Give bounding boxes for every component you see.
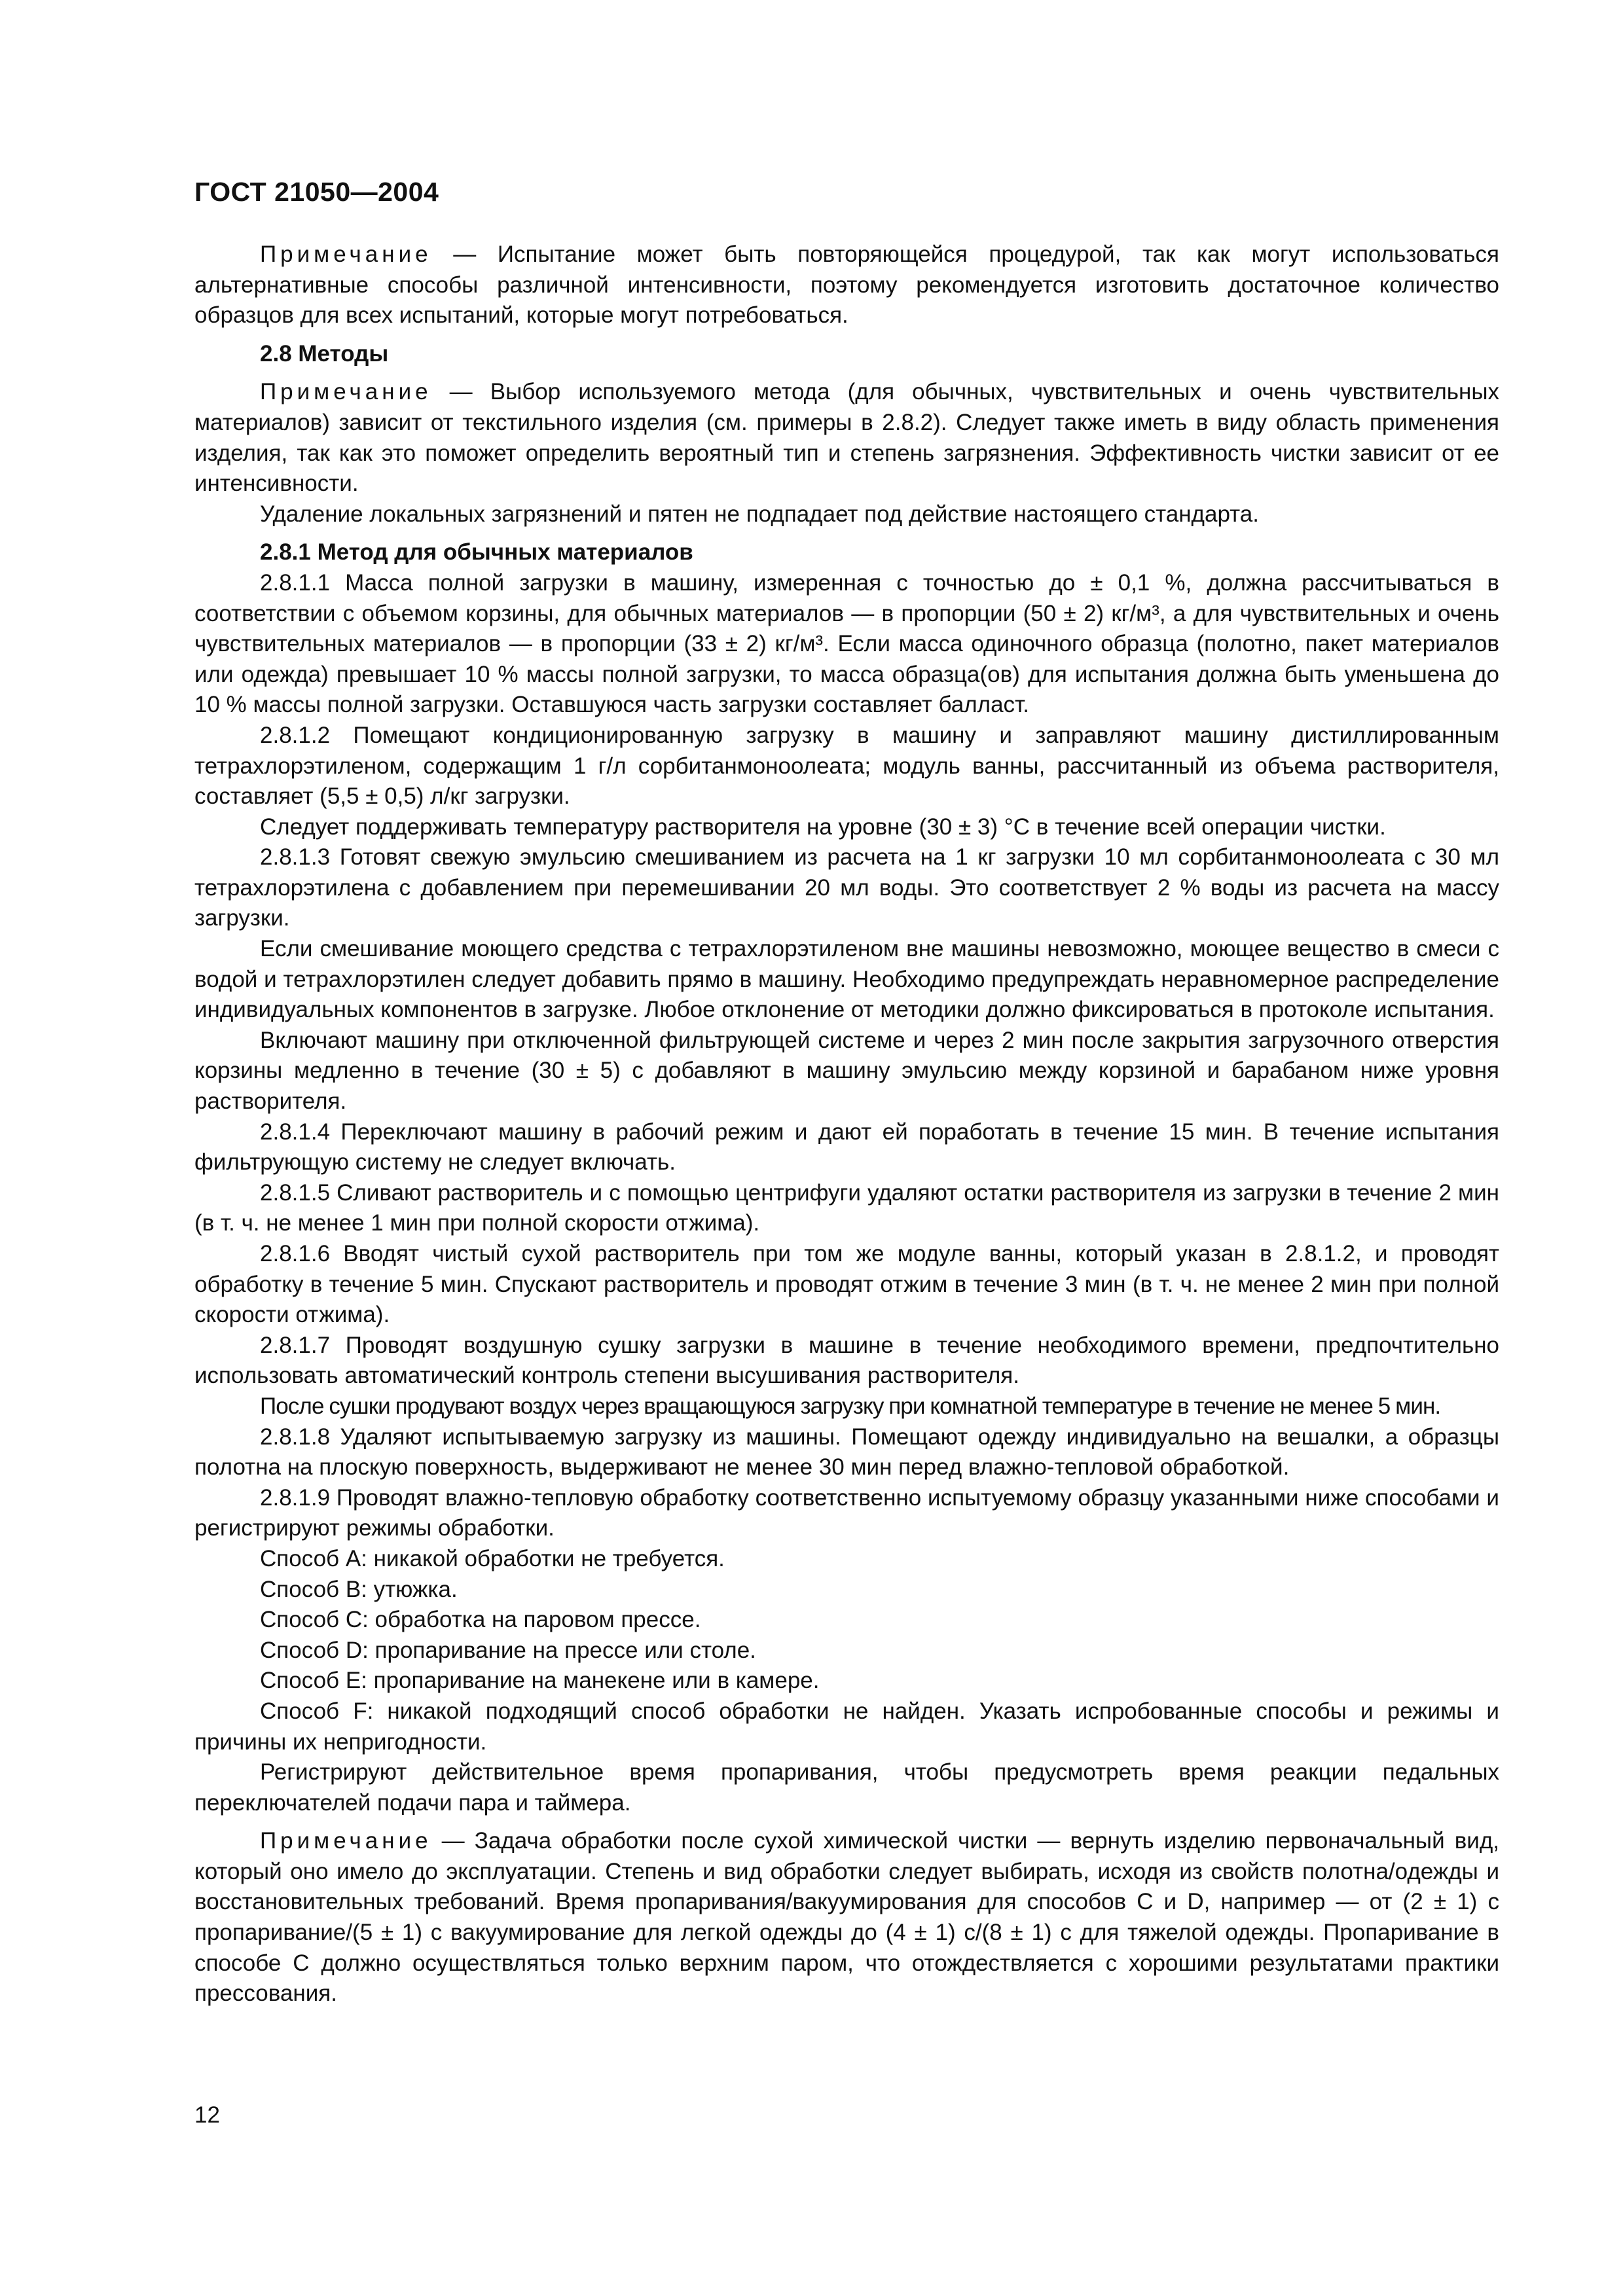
section-heading-2-8-1: 2.8.1 Метод для обычных материалов bbox=[260, 539, 693, 565]
note-paragraph bbox=[194, 1826, 1499, 2009]
body-paragraph: 2.8.1.3 Готовят свежую эмульсию смешиванием из расчета на 1 кг загрузки 10 мл сорбитанмоноолеата с 30 мл тетрахлорэтилена с добавлением при перемешивании 20 мл воды. Это соответствует 2 % воды из расчета на массу загрузки. bbox=[194, 844, 1499, 931]
method-item-e: Способ E: пропаривание на манекене или в камере. bbox=[260, 1668, 820, 1694]
note-label: Примечание bbox=[260, 379, 432, 405]
note-text: — Задача обработки после сухой химической чистки — вернуть изделию первоначальный вид, который оно имело до эксплуатации. Степень и вид обработки следует выбирать, исходя из свойств полотна/одежды и восстановительных требований. Время пропаривания/вакуумирования для способов C и D, например — от (2 ± 1) с пропаривание/(5 ± 1) с вакуумирование для легкой одежды до (4 ± 1) с/(8 ± 1) с для тяжелой одежды. Пропаривание в способе C должно осуществляться только верхним паром, что отождествляется с хорошими результатами практики прессования. bbox=[194, 1828, 1499, 2007]
document-body bbox=[194, 240, 1499, 2009]
note-paragraph bbox=[194, 240, 1499, 331]
method-item-c: Способ C: обработка на паровом прессе. bbox=[260, 1607, 701, 1633]
body-paragraph: 2.8.1.1 Масса полной загрузки в машину, измеренная с точностью до ± 0,1 %, должна рассчитываться в соответствии с объемом корзины, для обычных материалов — в пропорции (50 ± 2) кг/м³, а для чувствительных и очень чувствительных материалов — в пропорции (33 ± 2) кг/м³. Если масса одиночного образца (полотно, пакет материалов или одежда) превышает 10 % массы полной загрузки, то масса образца(ов) для испытания должна быть уменьшена до 10 % массы полной загрузки. Оставшуюся часть загрузки составляет балласт. bbox=[194, 569, 1499, 718]
page-number: 12 bbox=[194, 2102, 220, 2128]
body-paragraph: 2.8.1.7 Проводят воздушную сушку загрузки в машине в течение необходимого времени, предпочтительно использовать автоматический контроль степени высушивания растворителя. bbox=[194, 1332, 1499, 1389]
body-paragraph: Регистрируют действительное время пропаривания, чтобы предусмотреть время реакции педальных переключателей подачи пара и таймера. bbox=[194, 1759, 1499, 1816]
method-item-a: Способ A: никакой обработки не требуется. bbox=[260, 1545, 725, 1571]
body-paragraph: 2.8.1.9 Проводят влажно-тепловую обработку соответственно испытуемому образцу указанными ниже способами и регистрируют режимы обработки. bbox=[194, 1484, 1499, 1541]
body-paragraph: 2.8.1.4 Переключают машину в рабочий режим и дают ей поработать в течение 15 мин. В течение испытания фильтрующую систему не следует включать. bbox=[194, 1119, 1499, 1175]
method-item-d: Способ D: пропаривание на прессе или столе. bbox=[260, 1637, 756, 1663]
note-label: Примечание bbox=[260, 1828, 432, 1854]
note-paragraph bbox=[194, 377, 1499, 499]
note-text: — Испытание может быть повторяющейся процедурой, так как могут использоваться альтернативные способы различной интенсивности, поэтому рекомендуется изготовить достаточное количество образцов для всех испытаний, которые могут потребоваться. bbox=[194, 242, 1499, 329]
body-paragraph: Следует поддерживать температуру растворителя на уровне (30 ± 3) °С в течение всей операции чистки. bbox=[260, 814, 1386, 840]
method-item-f: Способ F: никакой подходящий способ обработки не найден. Указать испробованные способы и режимы и причины их непригодности. bbox=[194, 1698, 1499, 1755]
body-paragraph: 2.8.1.6 Вводят чистый сухой растворитель при том же модуле ванны, который указан в 2.8.1.2, и проводят обработку в течение 5 мин. Спускают растворитель и проводят отжим в течение 3 мин (в т. ч. не менее 2 мин при полной скорости отжима). bbox=[194, 1241, 1499, 1328]
method-item-b: Способ B: утюжка. bbox=[260, 1576, 458, 1602]
body-paragraph: 2.8.1.8 Удаляют испытываемую загрузку из машины. Помещают одежду индивидуально на вешалки, а образцы полотна на плоскую поверхность, выдерживают не менее 30 мин перед влажно-тепловой обработкой. bbox=[194, 1424, 1499, 1480]
section-heading-2-8: 2.8 Методы bbox=[260, 340, 389, 367]
note-text: — Выбор используемого метода (для обычных, чувствительных и очень чувствительных материалов) зависит от текстильного изделия (см. примеры в 2.8.2). Следует также иметь в виду область применения изделия, так как это поможет определить вероятный тип и степень загрязнения. Эффективность чистки зависит от ее интенсивности. bbox=[194, 379, 1499, 497]
document-code-header: ГОСТ 21050—2004 bbox=[194, 177, 439, 207]
note-label: Примечание bbox=[260, 242, 432, 267]
body-paragraph: Удаление локальных загрязнений и пятен не подпадает под действие настоящего стандарта. bbox=[260, 501, 1259, 527]
body-paragraph: После сушки продувают воздух через вращающуюся загрузку при комнатной температуре в течение не менее 5 мин. bbox=[260, 1393, 1441, 1419]
body-paragraph: Включают машину при отключенной фильтрующей системе и через 2 мин после закрытия загрузочного отверстия корзины медленно в течение (30 ± 5) с добавляют в машину эмульсию между корзиной и барабаном ниже уровня растворителя. bbox=[194, 1027, 1499, 1115]
body-paragraph: 2.8.1.5 Сливают растворитель и с помощью центрифуги удаляют остатки растворителя из загрузки в течение 2 мин (в т. ч. не менее 1 мин при полной скорости отжима). bbox=[194, 1179, 1499, 1236]
body-paragraph: Если смешивание моющего средства с тетрахлорэтиленом вне машины невозможно, моющее вещество в смеси с водой и тетрахлорэтилен следует добавить прямо в машину. Необходимо предупреждать неравномерное распределение индивидуальных компонентов в загрузке. Любое отклонение от методики должно фиксироваться в протоколе испытания. bbox=[194, 936, 1499, 1023]
body-paragraph: 2.8.1.2 Помещают кондиционированную загрузку в машину и заправляют машину дистиллированным тетрахлорэтиленом, содержащим 1 г/л сорбитанмоноолеата; модуль ванны, рассчитанный из объема растворителя, составляет (5,5 ± 0,5) л/кг загрузки. bbox=[194, 722, 1499, 810]
